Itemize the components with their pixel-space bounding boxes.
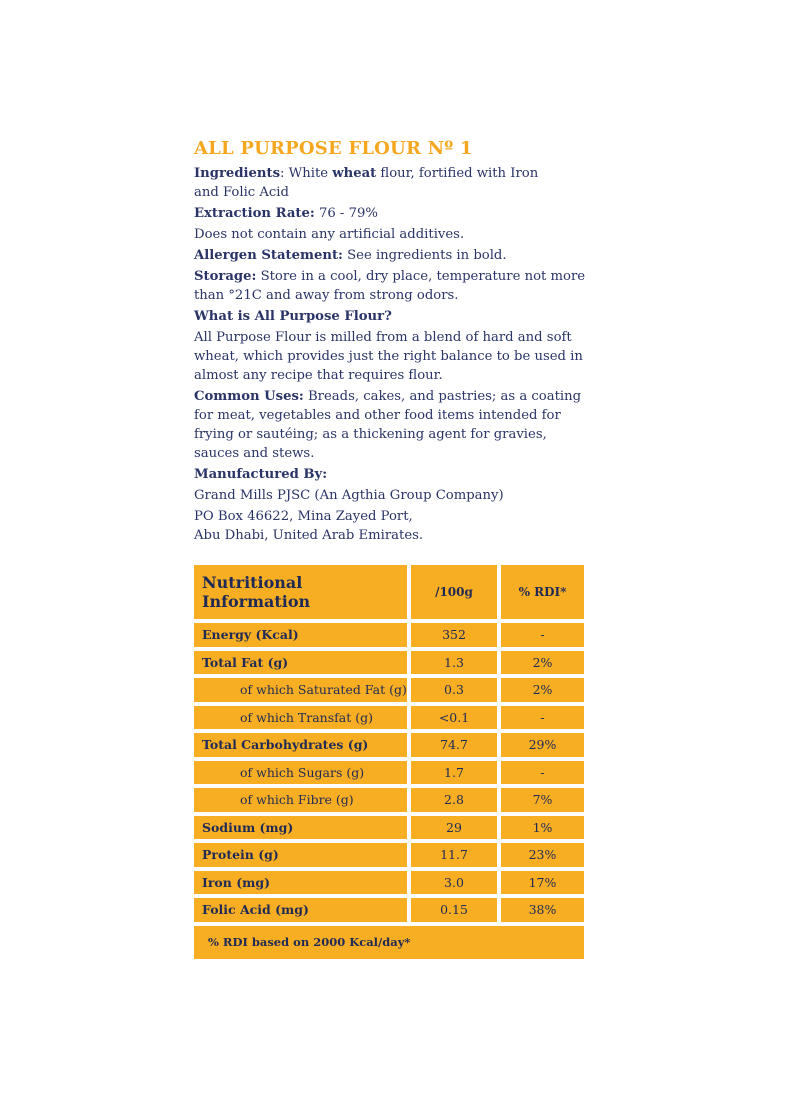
uses-line-4: sauces and stews.: [194, 446, 315, 461]
table-row: [194, 788, 584, 812]
table-row: [194, 871, 584, 895]
row-label: Energy (Kcal): [194, 623, 407, 647]
extraction-label: Extraction Rate:: [194, 206, 315, 221]
row-rdi: 17%: [501, 871, 584, 895]
row-per100g: 74.7: [411, 733, 497, 757]
row-per100g: 29: [411, 816, 497, 840]
ingredients-sep: : White: [280, 166, 333, 181]
allergen-label: Allergen Statement:: [194, 248, 343, 263]
ingredients-rest-2: and Folic Acid: [194, 185, 289, 200]
row-per100g: 0.3: [411, 678, 497, 702]
manufacturer-address: [194, 507, 594, 545]
table-row: [194, 706, 584, 730]
row-per100g: 11.7: [411, 843, 497, 867]
row-per100g: 0.15: [411, 898, 497, 922]
rdi-footnote: % RDI based on 2000 Kcal/day*: [194, 926, 584, 959]
table-row: [194, 651, 584, 675]
storage-value-2: than °21C and away from strong odors.: [194, 288, 459, 303]
row-rdi: 23%: [501, 843, 584, 867]
uses-line-1: Breads, cakes, and pastries; as a coating: [303, 389, 582, 404]
row-label: of which Fibre (g): [194, 788, 407, 812]
row-per100g: 1.7: [411, 761, 497, 785]
product-title: ALL PURPOSE FLOUR Nº 1: [194, 138, 473, 159]
ingredients-label: Ingredients: [194, 166, 281, 181]
header-nutritional-information: Nutritional Information: [194, 565, 407, 619]
common-uses: [194, 387, 594, 463]
table-row: [194, 816, 584, 840]
nutrition-header-row: [194, 565, 584, 619]
additives-statement: Does not contain any artificial additives.: [194, 227, 465, 242]
extraction-value: 76 - 79%: [314, 206, 378, 221]
row-rdi: 2%: [501, 651, 584, 675]
row-rdi: -: [501, 706, 584, 730]
table-row: [194, 843, 584, 867]
what-is-line-3: almost any recipe that requires flour.: [194, 368, 443, 383]
header-rdi: % RDI*: [501, 565, 584, 619]
what-is-label: What is All Purpose Flour?: [194, 309, 392, 324]
what-is-line-2: wheat, which provides just the right balance to be used in: [194, 349, 583, 364]
what-is-heading: [194, 307, 594, 326]
table-row: [194, 733, 584, 757]
product-info: [194, 139, 594, 547]
table-row: [194, 761, 584, 785]
row-label: Protein (g): [194, 843, 407, 867]
row-per100g: 3.0: [411, 871, 497, 895]
allergen-value: See ingredients in bold.: [342, 248, 507, 263]
nutrition-table: [194, 565, 584, 959]
row-rdi: -: [501, 761, 584, 785]
row-rdi: 2%: [501, 678, 584, 702]
row-rdi: -: [501, 623, 584, 647]
storage-value-1: Store in a cool, dry place, temperature not more: [256, 269, 586, 284]
table-row: [194, 678, 584, 702]
header-per-100g: /100g: [411, 565, 497, 619]
row-per100g: 352: [411, 623, 497, 647]
row-label: Total Fat (g): [194, 651, 407, 675]
what-is-line-1: All Purpose Flour is milled from a blend of hard and soft: [194, 330, 572, 345]
row-label: Sodium (mg): [194, 816, 407, 840]
row-rdi: 7%: [501, 788, 584, 812]
address-line-2: Abu Dhabi, United Arab Emirates.: [194, 528, 424, 543]
row-per100g: 2.8: [411, 788, 497, 812]
row-label: of which Transfat (g): [194, 706, 407, 730]
row-label: of which Sugars (g): [194, 761, 407, 785]
what-is-body: [194, 328, 594, 385]
ingredients-rest: flour, fortified with Iron: [376, 166, 539, 181]
row-per100g: <0.1: [411, 706, 497, 730]
uses-label: Common Uses:: [194, 389, 304, 404]
ingredients-bold-word: wheat: [332, 166, 377, 181]
row-label: Total Carbohydrates (g): [194, 733, 407, 757]
table-row: [194, 623, 584, 647]
manufacturer-name: Grand Mills PJSC (An Agthia Group Company): [194, 488, 504, 503]
extraction-rate: [194, 204, 594, 223]
manufacturer-heading: [194, 465, 594, 484]
allergen-statement: [194, 246, 594, 265]
manufacturer-label: Manufactured By:: [194, 467, 328, 482]
row-label: Iron (mg): [194, 871, 407, 895]
ingredients: [194, 164, 594, 202]
uses-line-2: for meat, vegetables and other food items intended for: [194, 408, 561, 423]
row-rdi: 29%: [501, 733, 584, 757]
row-label: Folic Acid (mg): [194, 898, 407, 922]
row-per100g: 1.3: [411, 651, 497, 675]
storage: [194, 267, 594, 305]
table-row: [194, 898, 584, 922]
row-label: of which Saturated Fat (g): [194, 678, 407, 702]
row-rdi: 38%: [501, 898, 584, 922]
address-line-1: PO Box 46622, Mina Zayed Port,: [194, 509, 413, 524]
storage-label: Storage:: [194, 269, 257, 284]
row-rdi: 1%: [501, 816, 584, 840]
uses-line-3: frying or sautéing; as a thickening agent for gravies,: [194, 427, 547, 442]
